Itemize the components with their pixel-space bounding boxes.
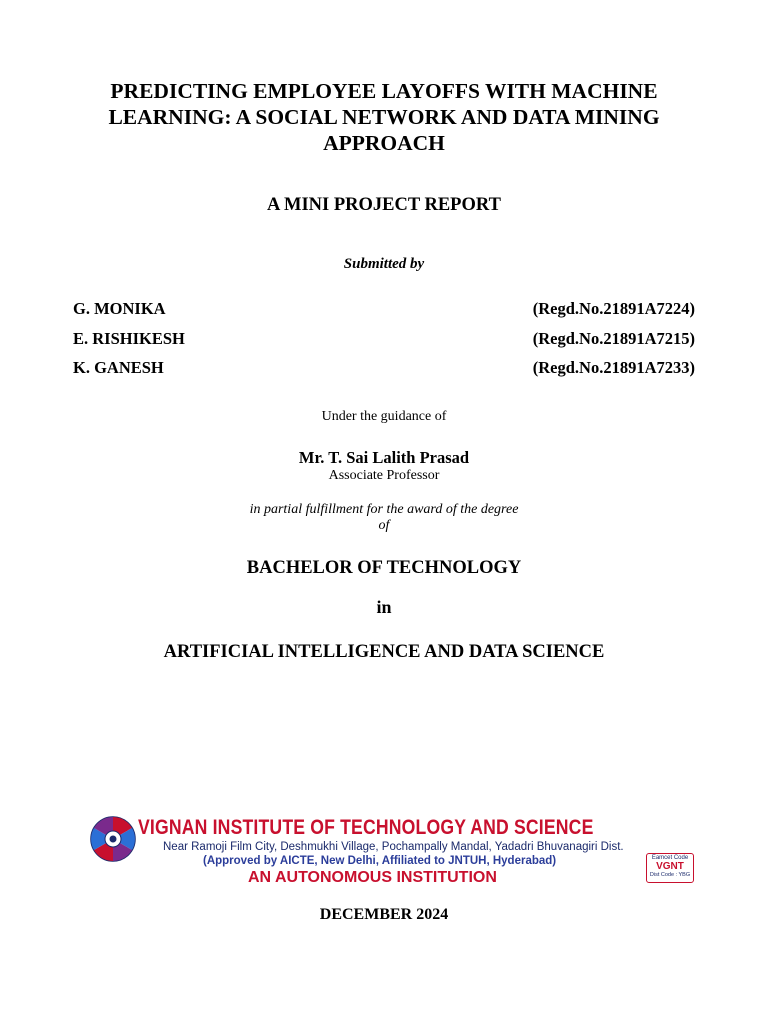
student-regd: (Regd.No.21891A7233) bbox=[532, 358, 695, 377]
student-list bbox=[73, 298, 695, 387]
student-name: G. MONIKA bbox=[73, 299, 166, 318]
eamcet-label: Eamcet Code bbox=[651, 855, 689, 861]
student-row bbox=[73, 357, 695, 387]
title-line: LEARNING: A SOCIAL NETWORK AND DATA MINING bbox=[108, 105, 660, 129]
guide-designation: Associate Professor bbox=[328, 468, 440, 483]
student-name: K. GANESH bbox=[73, 358, 164, 377]
institution-emblem-icon bbox=[88, 814, 138, 864]
report-title bbox=[0, 78, 768, 156]
institution-name: VIGNAN INSTITUTE OF TECHNOLOGY AND SCIENCE bbox=[138, 815, 594, 839]
eamcet-code: VGNT bbox=[656, 861, 684, 872]
dist-code: Dist Code : YBG bbox=[649, 872, 691, 878]
guide-name: Mr. T. Sai Lalith Prasad bbox=[298, 448, 470, 467]
title-line: PREDICTING EMPLOYEE LAYOFFS WITH MACHINE bbox=[110, 79, 658, 103]
student-row bbox=[73, 328, 695, 358]
institution-address: Near Ramoji Film City, Deshmukhi Village, Pochampally Mandal, Yadadri Bhuvanagiri Dist. bbox=[163, 841, 624, 853]
eamcet-code-badge bbox=[646, 853, 694, 883]
institution-logo-banner bbox=[88, 814, 698, 890]
report-subtitle: A MINI PROJECT REPORT bbox=[267, 195, 501, 215]
student-row bbox=[73, 298, 695, 328]
student-regd: (Regd.No.21891A7224) bbox=[532, 299, 695, 318]
student-name: E. RISHIKESH bbox=[73, 328, 185, 348]
in-word: in bbox=[376, 597, 392, 617]
fulfillment-line: of bbox=[378, 518, 390, 533]
guidance-label: Under the guidance of bbox=[321, 409, 447, 424]
fulfillment-line: in partial fulfillment for the award of the degree bbox=[249, 502, 519, 517]
student-regd: (Regd.No.21891A7215) bbox=[532, 328, 695, 348]
degree-name: BACHELOR OF TECHNOLOGY bbox=[246, 558, 522, 578]
branch-name: ARTIFICIAL INTELLIGENCE AND DATA SCIENCE bbox=[163, 642, 605, 662]
institution-approval: (Approved by AICTE, New Delhi, Affiliated to JNTUH, Hyderabad) bbox=[203, 855, 557, 867]
submitted-by-label: Submitted by bbox=[343, 256, 425, 272]
institution-status: AN AUTONOMOUS INSTITUTION bbox=[248, 869, 497, 886]
report-date: DECEMBER 2024 bbox=[319, 906, 449, 923]
title-line: APPROACH bbox=[323, 131, 445, 155]
fulfillment-statement bbox=[0, 502, 768, 534]
